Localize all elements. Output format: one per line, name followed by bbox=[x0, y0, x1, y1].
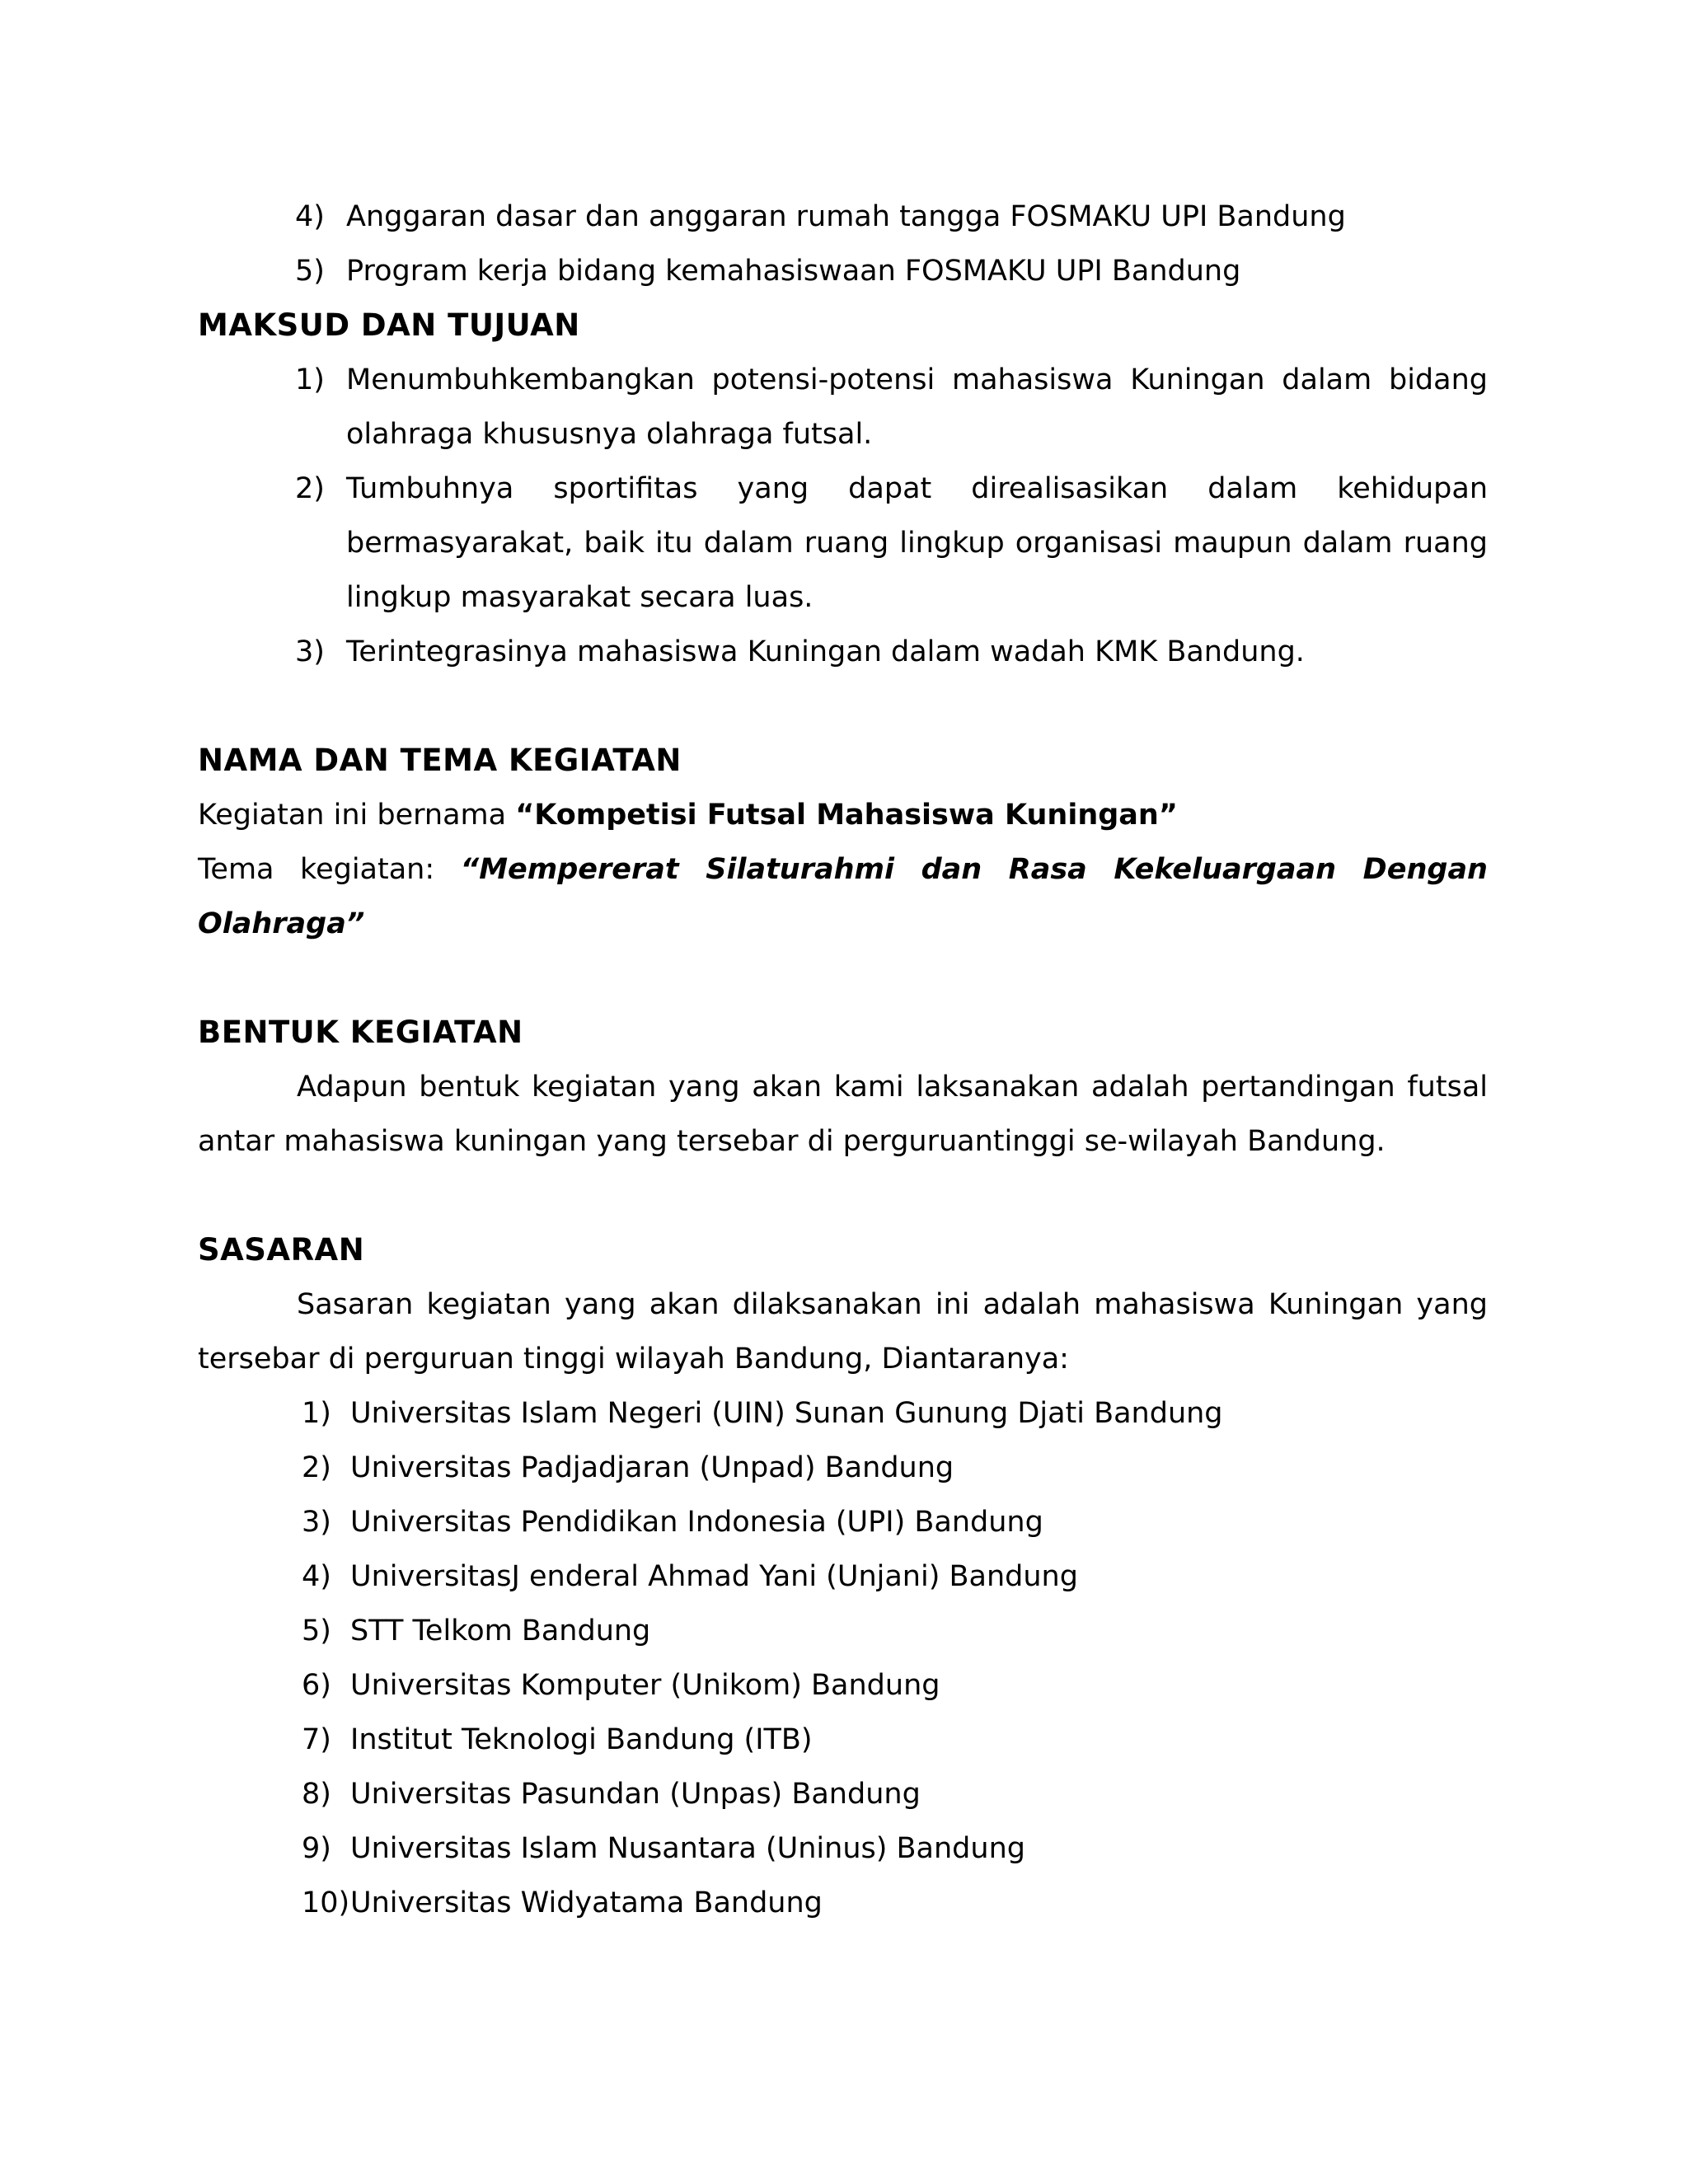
list-item bbox=[198, 1713, 1488, 1767]
list-number: 3) bbox=[295, 635, 325, 668]
list-item bbox=[198, 353, 1488, 462]
list-number: 2) bbox=[302, 1451, 331, 1484]
list-number: 8) bbox=[302, 1778, 331, 1811]
list-item bbox=[198, 1386, 1488, 1441]
reference-list bbox=[198, 190, 1488, 298]
list-item bbox=[198, 1821, 1488, 1876]
list-number: 10) bbox=[302, 1886, 350, 1919]
list-number: 1) bbox=[302, 1397, 331, 1430]
list-text: Universitas Pasundan (Unpas) Bandung bbox=[350, 1778, 921, 1811]
list-text: Universitas Komputer (Unikom) Bandung bbox=[350, 1669, 940, 1702]
activity-theme bbox=[198, 842, 1488, 951]
document-content bbox=[198, 190, 1488, 1930]
list-number: 6) bbox=[302, 1669, 331, 1702]
list-item bbox=[198, 1495, 1488, 1549]
list-text: Universitas Islam Nusantara (Uninus) Bandung bbox=[350, 1832, 1025, 1865]
list-item bbox=[198, 1767, 1488, 1821]
list-item bbox=[198, 1604, 1488, 1658]
list-number: 3) bbox=[302, 1506, 331, 1539]
list-item bbox=[198, 244, 1488, 298]
list-item bbox=[198, 1549, 1488, 1604]
list-item bbox=[198, 625, 1488, 679]
bentuk-paragraph: Adapun bentuk kegiatan yang akan kami laksanakan adalah pertandingan futsal antar mahasiswa kuningan yang tersebar di perguruantinggi se-wilayah Bandung. bbox=[198, 1071, 1488, 1158]
list-text: Program kerja bidang kemahasiswaan FOSMAKU UPI Bandung bbox=[346, 255, 1241, 288]
list-item bbox=[198, 1441, 1488, 1495]
list-number: 7) bbox=[302, 1723, 331, 1756]
heading-maksud-tujuan: MAKSUD DAN TUJUAN bbox=[198, 307, 580, 343]
sasaran-paragraph: Sasaran kegiatan yang akan dilaksanakan ini adalah mahasiswa Kuningan yang tersebar di perguruan tinggi wilayah Bandung, Diantaranya: bbox=[198, 1288, 1488, 1376]
maksud-list bbox=[198, 353, 1488, 679]
activity-name bbox=[198, 788, 1488, 842]
list-text: Tumbuhnya sportifitas yang dapat direalisasikan dalam kehidupan bermasyarakat, baik itu dalam ruang lingkup organisasi maupun dalam ruang lingkup masyarakat secara luas. bbox=[346, 472, 1488, 614]
list-number: 5) bbox=[295, 255, 325, 288]
list-number: 9) bbox=[302, 1832, 331, 1865]
list-text: Terintegrasinya mahasiswa Kuningan dalam wadah KMK Bandung. bbox=[346, 635, 1305, 668]
heading-bentuk-kegiatan: BENTUK KEGIATAN bbox=[198, 1015, 523, 1050]
list-text: Universitas Widyatama Bandung bbox=[350, 1886, 823, 1919]
list-number: 5) bbox=[302, 1615, 331, 1647]
list-text: Institut Teknologi Bandung (ITB) bbox=[350, 1723, 813, 1756]
list-text: Universitas Padjadjaran (Unpad) Bandung bbox=[350, 1451, 954, 1484]
list-item bbox=[198, 1876, 1488, 1930]
activity-name-value: “Kompetisi Futsal Mahasiswa Kuningan” bbox=[515, 799, 1178, 832]
list-item bbox=[198, 190, 1488, 244]
list-item bbox=[198, 1658, 1488, 1713]
list-number: 4) bbox=[295, 200, 325, 233]
list-number: 1) bbox=[295, 363, 325, 396]
list-text: STT Telkom Bandung bbox=[350, 1615, 651, 1647]
list-item bbox=[198, 462, 1488, 625]
list-text: Universitas Islam Negeri (UIN) Sunan Gunung Djati Bandung bbox=[350, 1397, 1223, 1430]
list-number: 2) bbox=[295, 472, 325, 505]
list-number: 4) bbox=[302, 1560, 331, 1593]
activity-theme-value: “Mempererat Silaturahmi dan Rasa Kekeluargaan Dengan Olahraga” bbox=[198, 853, 1488, 940]
list-text: Menumbuhkembangkan potensi-potensi mahasiswa Kuningan dalam bidang olahraga khususnya olahraga futsal. bbox=[346, 363, 1488, 451]
list-text: Anggaran dasar dan anggaran rumah tangga FOSMAKU UPI Bandung bbox=[346, 200, 1346, 233]
list-text: Universitas Pendidikan Indonesia (UPI) Bandung bbox=[350, 1506, 1043, 1539]
list-text: UniversitasJ enderal Ahmad Yani (Unjani) Bandung bbox=[350, 1560, 1078, 1593]
heading-sasaran: SASARAN bbox=[198, 1232, 365, 1268]
university-list bbox=[198, 1386, 1488, 1930]
activity-name-prefix: Kegiatan ini bernama bbox=[198, 799, 516, 832]
heading-nama-tema: NAMA DAN TEMA KEGIATAN bbox=[198, 743, 682, 778]
activity-theme-prefix: Tema kegiatan: bbox=[198, 853, 461, 886]
